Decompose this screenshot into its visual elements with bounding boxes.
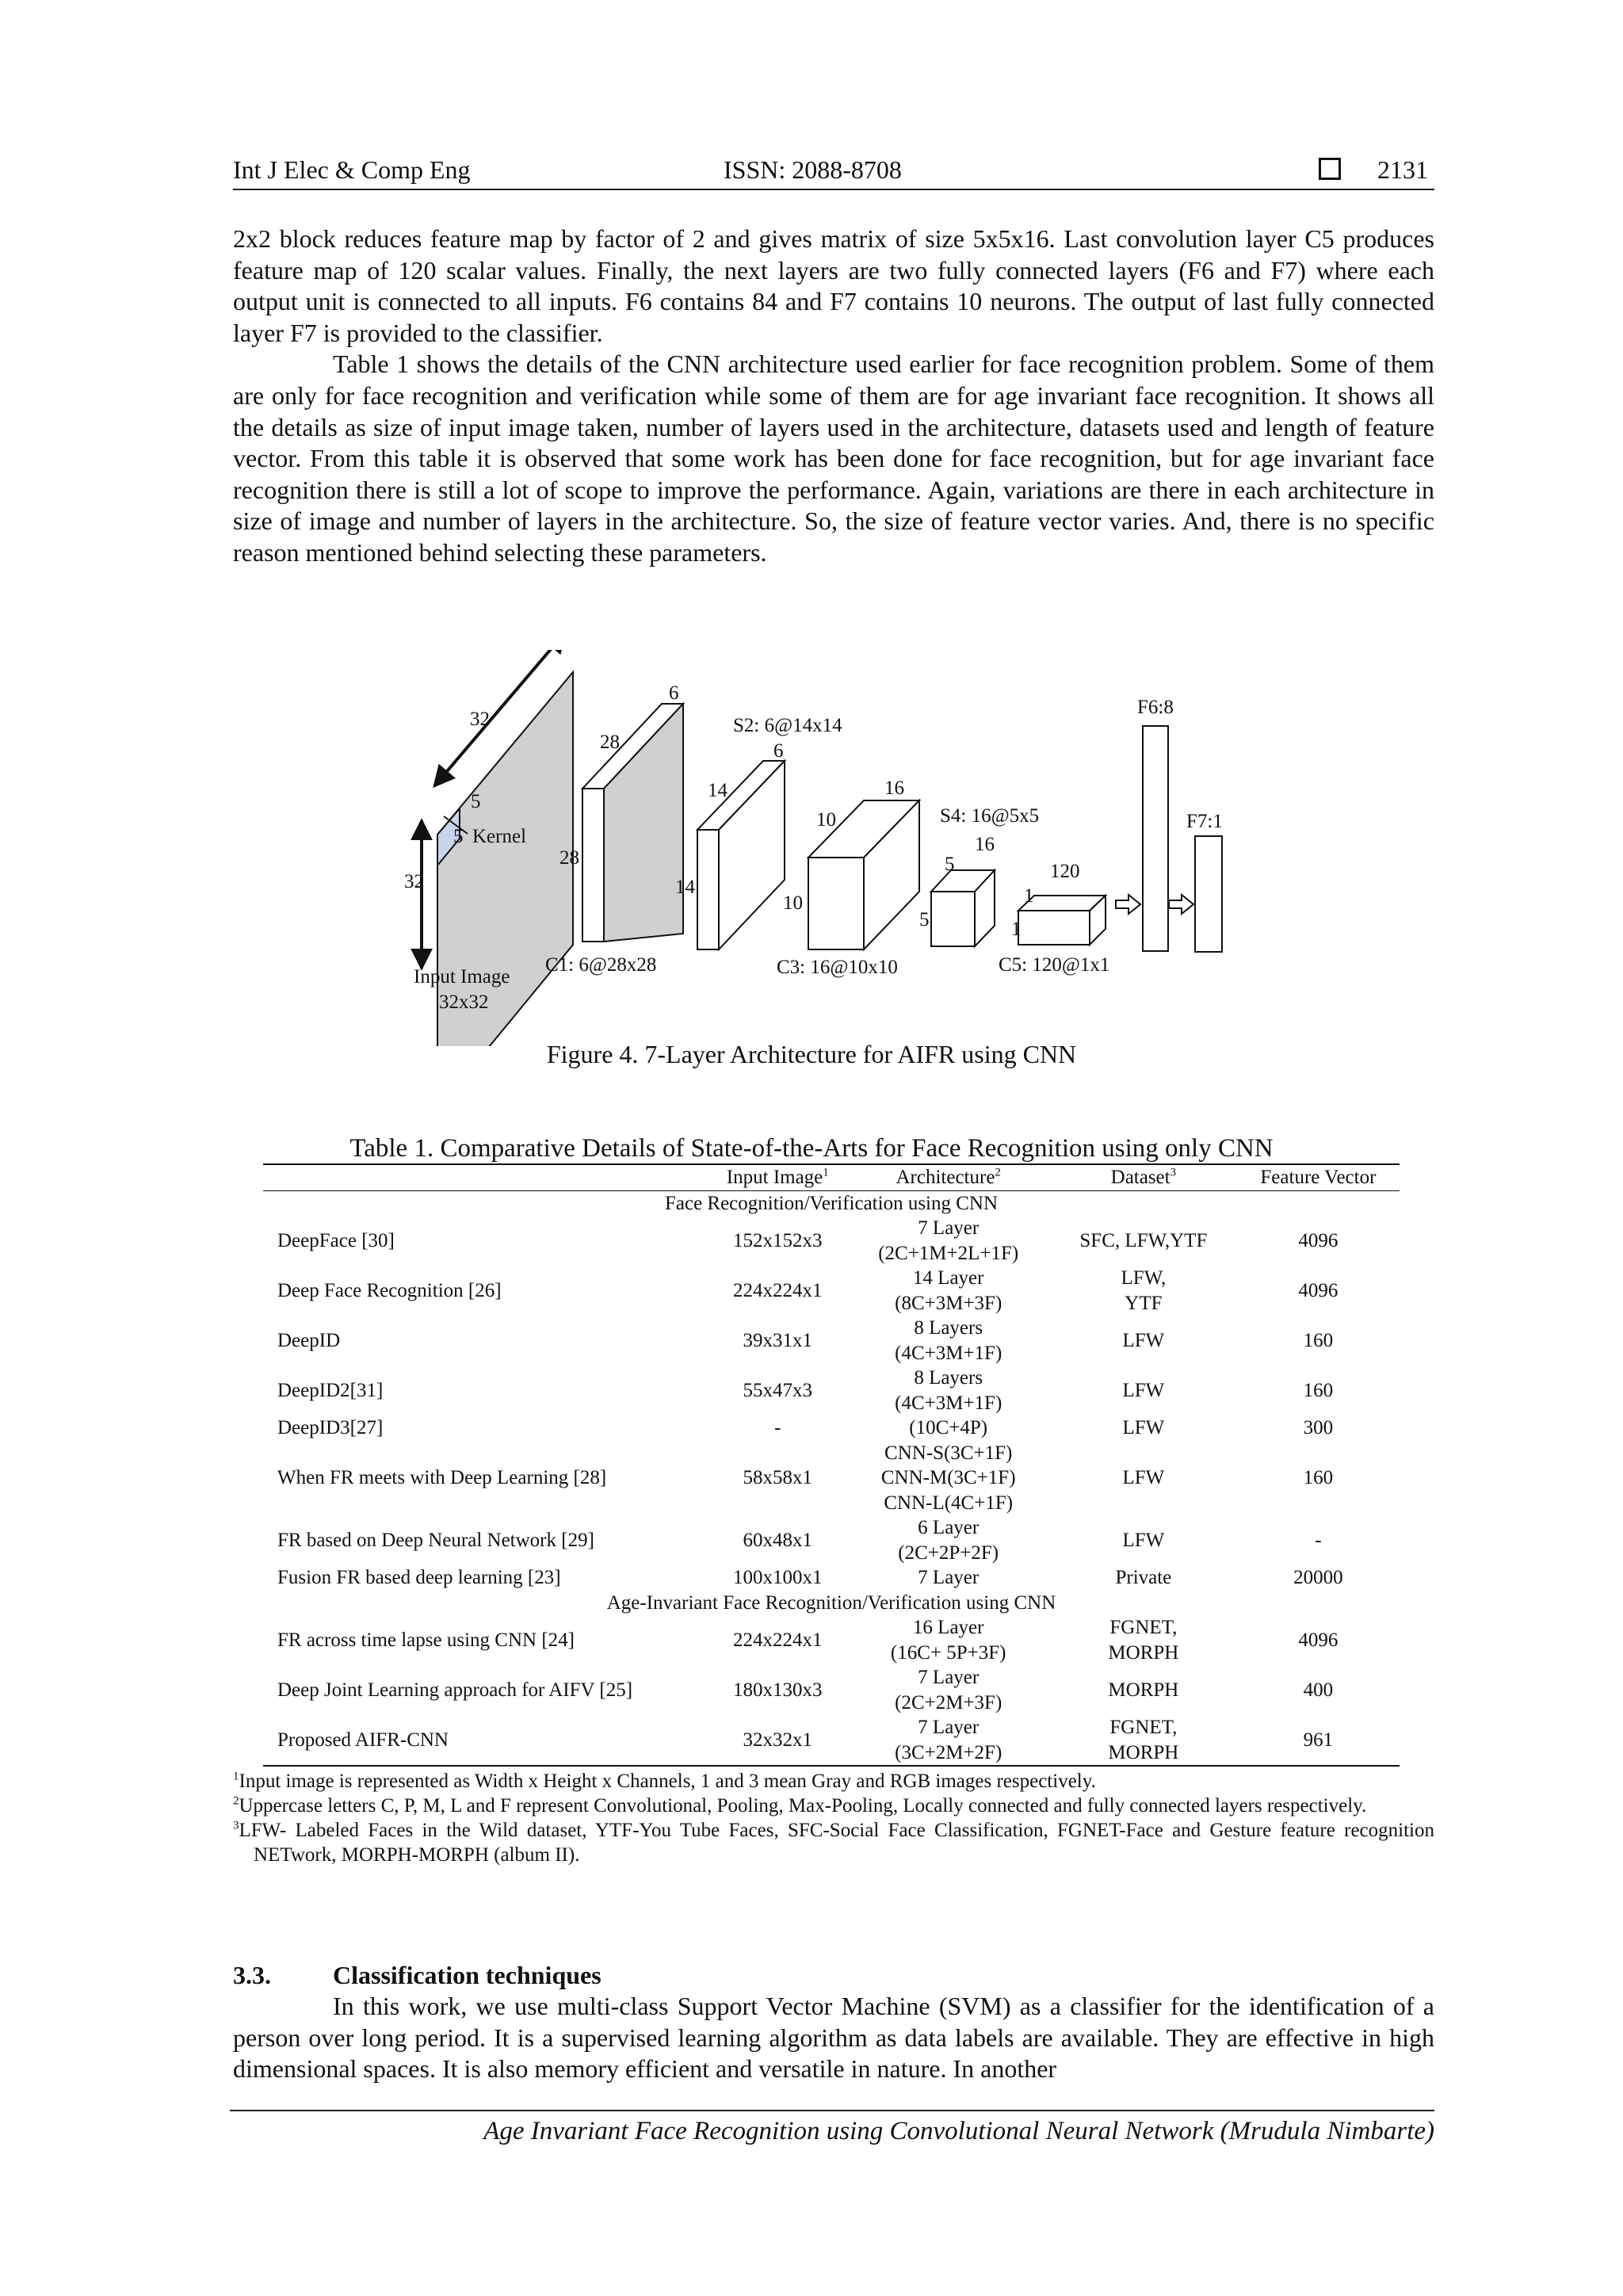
section-paragraph-block bbox=[233, 1991, 1434, 2085]
cell-input: 180x130x3 bbox=[733, 1679, 823, 1701]
kernel-size-label-a: 5 bbox=[471, 791, 481, 812]
c5-front bbox=[1018, 911, 1090, 945]
footnote-text: LFW- Labeled Faces in the Wild dataset, YTF-You Tube Faces, SFC-Social Face Classification, FGNET-Face and Gesture feature recognition NETwork, MORPH-MORPH (album II). bbox=[239, 1820, 1434, 1866]
cell-line: YTF bbox=[1125, 1292, 1163, 1314]
table-row bbox=[263, 1565, 1400, 1591]
cell-arch bbox=[846, 1316, 1049, 1366]
body-paragraphs bbox=[233, 223, 1434, 569]
cell-fv: 160 bbox=[1303, 1467, 1334, 1488]
s2-depth-label: 6 bbox=[773, 740, 784, 762]
c1-name-label: C1: 6@28x28 bbox=[545, 954, 657, 976]
section-heading bbox=[233, 1959, 601, 1991]
cell-line: LFW bbox=[1122, 1379, 1165, 1401]
cell-line: (2C+1M+2L+1F) bbox=[878, 1242, 1019, 1264]
square-bullet-icon bbox=[1319, 158, 1341, 180]
input-width-label: 32 bbox=[470, 709, 490, 730]
cell-line: 8 Layers bbox=[914, 1317, 983, 1339]
cell-dataset bbox=[1050, 1366, 1237, 1415]
c3-depth-label: 16 bbox=[884, 777, 904, 799]
input-image-plane bbox=[437, 672, 573, 1046]
paragraph-1: 2x2 block reduces feature map by factor of 2 and gives matrix of size 5x5x16. Last convolution layer C5 produces feature map of 120 scalar values. Finally, the next layers are two fully connected layers (F6 and F7) where each output unit is connected to all inputs. F6 contains 84 and F7 contains 10 neurons. The output of last fully connected layer F7 is provided to the classifier. bbox=[233, 224, 1434, 347]
cnn-architecture-figure bbox=[404, 650, 1260, 1046]
cell-input: 55x47x3 bbox=[743, 1379, 813, 1401]
s4-name-label: S4: 16@5x5 bbox=[940, 805, 1040, 827]
s2-height-label: 14 bbox=[675, 877, 695, 898]
cell-line: LFW, bbox=[1121, 1267, 1167, 1289]
s4-width-label: 5 bbox=[945, 854, 955, 875]
cell-dataset bbox=[1050, 1615, 1237, 1665]
s2-front bbox=[697, 830, 719, 949]
cell-line: CNN-M(3C+1F) bbox=[880, 1467, 1016, 1488]
figure-caption: Figure 4. 7-Layer Architecture for AIFR using CNN bbox=[546, 1040, 1077, 1068]
cell-line: SFC, LFW,YTF bbox=[1079, 1229, 1208, 1251]
cell-line: CNN-L(4C+1F) bbox=[884, 1492, 1014, 1514]
cell-name: Proposed AIFR-CNN bbox=[277, 1729, 449, 1751]
cell-fv: 4096 bbox=[1298, 1279, 1338, 1301]
cell-line: (4C+3M+1F) bbox=[895, 1392, 1002, 1414]
table-row bbox=[263, 1366, 1400, 1415]
s2-width-label: 14 bbox=[708, 780, 727, 801]
input-size-label: 32x32 bbox=[439, 991, 489, 1013]
f6-name-label: F6:8 bbox=[1137, 697, 1174, 718]
cell-dataset bbox=[1050, 1515, 1237, 1565]
cell-line: MORPH bbox=[1108, 1641, 1179, 1664]
input-image-label: Input Image bbox=[414, 966, 510, 988]
page-number: 2131 bbox=[1377, 155, 1428, 184]
c5-to-f6-arrow bbox=[1116, 895, 1140, 914]
cell-line: (2C+2M+3F) bbox=[895, 1691, 1002, 1713]
s4-front bbox=[931, 892, 975, 946]
cell-line: LFW bbox=[1122, 1529, 1165, 1551]
cell-fv: 961 bbox=[1303, 1729, 1334, 1751]
cell-line: LFW bbox=[1122, 1467, 1165, 1488]
cell-line: LFW bbox=[1122, 1417, 1165, 1438]
cell-line: 16 Layer bbox=[912, 1617, 984, 1638]
cell-arch bbox=[846, 1715, 1049, 1766]
section-paragraph: In this work, we use multi-class Support Vector Machine (SVM) as a classifier for the identification of a person over long period. It is a supervised learning algorithm as data labels are available. They are effective in high dimensional spaces. It is also memory efficient and versatile in nature. In another bbox=[233, 1992, 1434, 2084]
c1-height-label: 28 bbox=[559, 847, 579, 869]
c3-front bbox=[808, 858, 864, 949]
cell-line: 7 Layer bbox=[918, 1667, 980, 1688]
footnote-marker: 1 bbox=[233, 1770, 239, 1783]
header-rule bbox=[233, 189, 1434, 190]
f6-to-f7-arrow bbox=[1169, 895, 1193, 914]
cell-arch bbox=[846, 1565, 1049, 1591]
section-title: Classification techniques bbox=[333, 1961, 601, 1989]
section-row-aifr bbox=[263, 1591, 1400, 1616]
cell-arch bbox=[846, 1615, 1049, 1665]
header-cell-feature-vector: Feature Vector bbox=[1260, 1167, 1377, 1188]
footnote-text: Uppercase letters C, P, M, L and F represent Convolutional, Pooling, Max-Pooling, Locally connected and fully connected layers respectively. bbox=[239, 1795, 1367, 1817]
cell-arch bbox=[846, 1665, 1049, 1715]
cell-arch bbox=[846, 1441, 1049, 1516]
header-cell-dataset: Dataset$^3$ bbox=[1110, 1166, 1177, 1188]
cell-name: DeepID bbox=[277, 1329, 341, 1351]
kernel-size-label-b: 5 bbox=[453, 826, 464, 847]
cell-line: 7 Layer bbox=[918, 1717, 980, 1738]
cell-fv: 300 bbox=[1303, 1417, 1334, 1438]
cell-line: 14 Layer bbox=[912, 1267, 984, 1289]
cell-dataset bbox=[1050, 1216, 1237, 1266]
cell-line: FGNET, bbox=[1109, 1617, 1178, 1638]
cell-line: MORPH bbox=[1108, 1741, 1179, 1763]
c5-depth-label: 120 bbox=[1050, 861, 1080, 882]
table-body bbox=[263, 1190, 1400, 1766]
cell-dataset bbox=[1050, 1266, 1237, 1316]
table-row bbox=[263, 1715, 1400, 1766]
cell-line: (16C+ 5P+3F) bbox=[890, 1641, 1006, 1664]
section-row-fr: Face Recognition/Verification using CNN bbox=[664, 1192, 999, 1214]
cell-name: Deep Joint Learning approach for AIFV [25] bbox=[277, 1679, 633, 1701]
cell-name: Fusion FR based deep learning [23] bbox=[277, 1567, 561, 1588]
footnote bbox=[233, 1769, 1434, 1794]
cell-line: 7 Layer bbox=[918, 1567, 980, 1588]
table-row bbox=[263, 1515, 1400, 1565]
table-footnotes bbox=[233, 1769, 1434, 1867]
table-row bbox=[263, 1216, 1400, 1266]
c1-depth-label: 6 bbox=[669, 682, 679, 704]
f6-layer bbox=[1143, 726, 1168, 951]
s4-height-label: 5 bbox=[919, 909, 930, 930]
cell-name: When FR meets with Deep Learning [28] bbox=[277, 1467, 607, 1488]
table-header-row bbox=[263, 1164, 1400, 1190]
table-row bbox=[263, 1665, 1400, 1715]
cell-input: 60x48x1 bbox=[743, 1529, 813, 1551]
c3-name-label: C3: 16@10x10 bbox=[777, 957, 898, 978]
c5-height-label: 1 bbox=[1011, 919, 1022, 940]
running-footer: Age Invariant Face Recognition using Convolutional Neural Network (Mrudula Nimbarte) bbox=[483, 2117, 1434, 2145]
footer-rule bbox=[230, 2110, 1434, 2111]
cell-dataset bbox=[1050, 1665, 1237, 1715]
section-number: 3.3. bbox=[233, 1961, 271, 1989]
cell-name: DeepID2[31] bbox=[277, 1379, 384, 1401]
footnote bbox=[233, 1818, 1434, 1867]
cell-line: 8 Layers bbox=[914, 1367, 983, 1389]
table-caption: Table 1. Comparative Details of State-of-the-Arts for Face Recognition using only CNN bbox=[349, 1134, 1274, 1163]
cell-name: FR based on Deep Neural Network [29] bbox=[277, 1529, 594, 1551]
footnote-marker: 3 bbox=[233, 1819, 239, 1832]
comparison-table bbox=[263, 1163, 1400, 1767]
cell-line: LFW bbox=[1122, 1329, 1165, 1351]
cell-line: FGNET, bbox=[1109, 1717, 1178, 1738]
running-header-page bbox=[1319, 152, 1428, 187]
cell-input: 224x224x1 bbox=[733, 1279, 823, 1301]
cell-fv: 4096 bbox=[1298, 1629, 1338, 1651]
kernel-label: Kernel bbox=[472, 826, 527, 847]
section-label: Age-Invariant Face Recognition/Verification using CNN bbox=[606, 1591, 1056, 1614]
cell-fv: 160 bbox=[1303, 1329, 1334, 1351]
cell-input: 152x152x3 bbox=[733, 1229, 823, 1251]
cell-dataset bbox=[1050, 1415, 1237, 1441]
cell-input: 32x32x1 bbox=[743, 1729, 813, 1751]
cell-line: (3C+2M+2F) bbox=[895, 1741, 1002, 1763]
s2-name-label: S2: 6@14x14 bbox=[733, 715, 842, 736]
cell-input: 39x31x1 bbox=[743, 1329, 813, 1351]
footnote-text: Input image is represented as Width x Height x Channels, 1 and 3 mean Gray and RGB images respectively. bbox=[239, 1771, 1096, 1792]
cell-fv: 400 bbox=[1303, 1679, 1334, 1701]
c3-height-label: 10 bbox=[783, 892, 803, 914]
footnote bbox=[233, 1794, 1434, 1818]
cell-input: - bbox=[774, 1417, 781, 1438]
f7-layer bbox=[1195, 836, 1222, 952]
cell-line: 6 Layer bbox=[918, 1517, 980, 1538]
cell-dataset bbox=[1050, 1715, 1237, 1766]
header-cell-name bbox=[263, 1164, 708, 1190]
footnote-marker: 2 bbox=[233, 1794, 239, 1808]
input-height-label: 32 bbox=[404, 871, 424, 892]
table-row bbox=[263, 1615, 1400, 1665]
cell-arch bbox=[846, 1266, 1049, 1316]
cell-fv: 4096 bbox=[1298, 1229, 1338, 1251]
cell-arch bbox=[846, 1515, 1049, 1565]
running-header-issn: ISSN: 2088-8708 bbox=[724, 155, 902, 184]
cell-input: 58x58x1 bbox=[743, 1467, 813, 1488]
cell-dataset bbox=[1050, 1441, 1237, 1516]
cell-line: 7 Layer bbox=[918, 1217, 980, 1239]
c1-front bbox=[582, 789, 604, 942]
cell-input: 224x224x1 bbox=[733, 1629, 823, 1651]
cell-line: (8C+3M+3F) bbox=[895, 1292, 1002, 1314]
c3-width-label: 10 bbox=[816, 809, 836, 831]
table-row bbox=[263, 1441, 1400, 1516]
header-cell-architecture: Architecture$^2$ bbox=[896, 1166, 1001, 1188]
c5-name-label: C5: 120@1x1 bbox=[999, 954, 1110, 976]
cell-fv: 160 bbox=[1303, 1379, 1334, 1401]
f7-name-label: F7:1 bbox=[1186, 811, 1223, 832]
paragraph-2: Table 1 shows the details of the CNN architecture used earlier for face recognition problem. Some of them are only for face recognition and verification while some of them are for age invariant face recognition. It shows all the details as size of input image taken, number of layers used in the architecture, datasets used and length of feature vector. From this table it is observed that some work has been done for face recognition, but for age invariant face recognition there is still a lot of scope to improve the performance. Again, variations are there in each architecture in size of image and number of layers in the architecture. So, the size of feature vector varies. And, there is no specific reason mentioned behind selecting these parameters. bbox=[233, 350, 1434, 567]
cell-line: MORPH bbox=[1108, 1679, 1179, 1701]
cell-arch bbox=[846, 1415, 1049, 1441]
cell-line: (2C+2P+2F) bbox=[898, 1541, 999, 1564]
cell-name: Deep Face Recognition [26] bbox=[277, 1279, 502, 1301]
cell-arch bbox=[846, 1216, 1049, 1266]
cell-fv: - bbox=[1315, 1529, 1322, 1551]
cell-name: FR across time lapse using CNN [24] bbox=[277, 1629, 575, 1651]
cell-dataset bbox=[1050, 1565, 1237, 1591]
c1-width-label: 28 bbox=[600, 732, 620, 753]
cell-arch bbox=[846, 1366, 1049, 1415]
running-header-journal: Int J Elec & Comp Eng bbox=[233, 155, 471, 184]
cell-line: Private bbox=[1115, 1567, 1172, 1588]
cell-dataset bbox=[1050, 1316, 1237, 1366]
c5-width-label: 1 bbox=[1024, 885, 1034, 907]
cell-line: CNN-S(3C+1F) bbox=[884, 1442, 1013, 1464]
table-row bbox=[263, 1415, 1400, 1441]
cell-name: DeepID3[27] bbox=[277, 1417, 384, 1438]
cell-input: 100x100x1 bbox=[733, 1567, 823, 1588]
cell-line: (4C+3M+1F) bbox=[895, 1342, 1002, 1364]
cell-fv: 20000 bbox=[1293, 1567, 1343, 1588]
cell-name: DeepFace [30] bbox=[277, 1229, 395, 1251]
cell-line: (10C+4P) bbox=[909, 1417, 988, 1438]
header-cell-input: Input Image$^1$ bbox=[726, 1166, 829, 1188]
s4-depth-label: 16 bbox=[975, 834, 995, 855]
table-row bbox=[263, 1316, 1400, 1366]
table-row bbox=[263, 1266, 1400, 1316]
